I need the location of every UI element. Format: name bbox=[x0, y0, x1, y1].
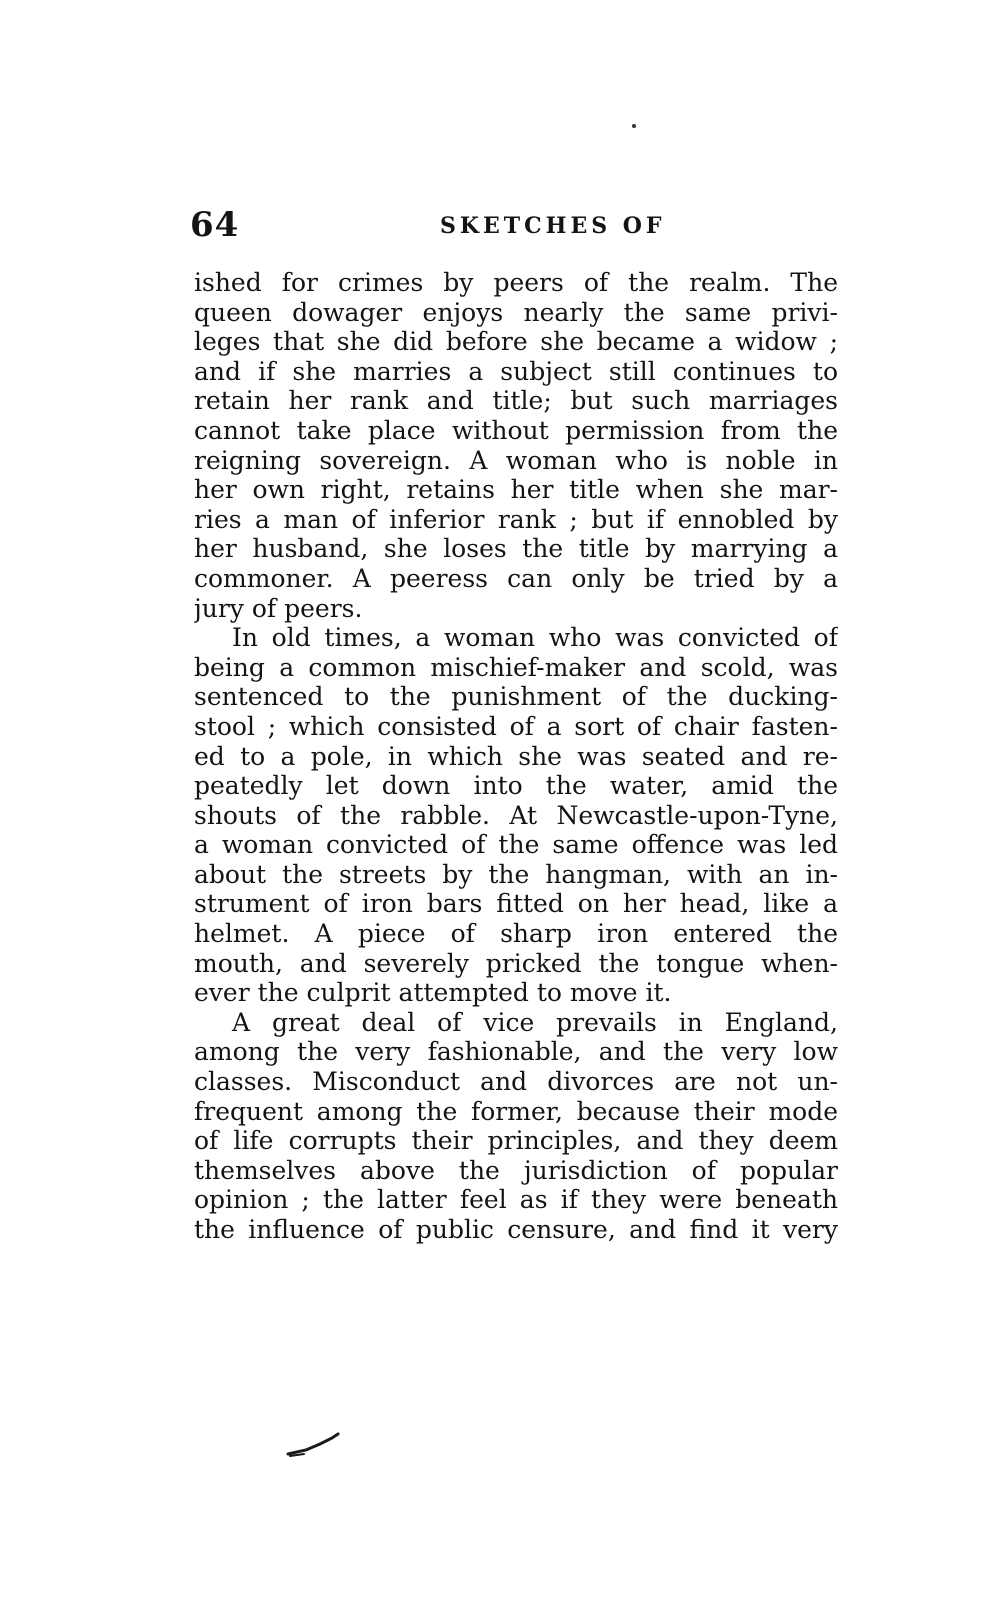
text-line: leges that she did before she became a widow ; bbox=[194, 327, 838, 357]
text-line: ished for crimes by peers of the realm. The bbox=[194, 268, 838, 297]
text-line: strument of iron bars fitted on her head, like a bbox=[194, 889, 838, 919]
text-line: the influence of public censure, and find it very bbox=[194, 1215, 838, 1244]
text-line: retain her rank and title; but such marriages bbox=[194, 386, 838, 416]
text-line: being a common mischief-maker and scold, was bbox=[194, 652, 838, 682]
page-header bbox=[190, 205, 840, 245]
text-line: cannot take place without permission from the bbox=[194, 415, 838, 445]
text-line: jury of peers. bbox=[194, 593, 363, 623]
text-line: sentenced to the punishment of the ducking- bbox=[194, 682, 838, 712]
paragraph-1 bbox=[194, 268, 838, 623]
text-line: helmet. A piece of sharp iron entered the bbox=[194, 919, 838, 949]
text-line: ever the culprit attempted to move it. bbox=[194, 978, 672, 1008]
text-line: ries a man of inferior rank ; but if ennobled by bbox=[194, 504, 838, 534]
text-line: classes. Misconduct and divorces are not un- bbox=[194, 1067, 838, 1097]
running-head: SKETCHES OF bbox=[440, 213, 666, 239]
text-line: and if she marries a subject still continues to bbox=[194, 356, 838, 386]
text-line: queen dowager enjoys nearly the same privi- bbox=[194, 297, 838, 327]
text-line: opinion ; the latter feel as if they were beneath bbox=[194, 1185, 838, 1215]
paragraph-3 bbox=[194, 1008, 838, 1245]
text-line: frequent among the former, because their mode bbox=[194, 1096, 838, 1126]
ink-smudge bbox=[286, 1430, 346, 1460]
text-line: about the streets by the hangman, with an in- bbox=[194, 859, 838, 889]
text-line: peatedly let down into the water, amid the bbox=[194, 771, 838, 801]
ink-speck bbox=[632, 124, 636, 128]
text-line: stool ; which consisted of a sort of chair fasten- bbox=[194, 711, 838, 741]
text-line: reigning sovereign. A woman who is noble in bbox=[194, 445, 838, 475]
text-line: a woman convicted of the same offence was led bbox=[194, 830, 838, 860]
text-line: mouth, and severely pricked the tongue when- bbox=[194, 948, 838, 978]
paragraph-2 bbox=[194, 623, 838, 1008]
page-number: 64 bbox=[190, 205, 240, 245]
text-line: commoner. A peeress can only be tried by a bbox=[194, 563, 838, 593]
text-line: among the very fashionable, and the very low bbox=[194, 1037, 838, 1067]
text-line: themselves above the jurisdiction of popular bbox=[194, 1155, 838, 1185]
text-line: of life corrupts their principles, and they deem bbox=[194, 1126, 838, 1156]
text-line: her own right, retains her title when she mar- bbox=[194, 475, 838, 505]
text-line: In old times, a woman who was convicted of bbox=[232, 623, 838, 653]
text-line: shouts of the rabble. At Newcastle-upon-Tyne, bbox=[194, 800, 838, 830]
text-line: her husband, she loses the title by marrying a bbox=[194, 534, 838, 564]
body-text bbox=[194, 268, 838, 1245]
text-line: A great deal of vice prevails in England, bbox=[232, 1007, 838, 1037]
text-line: ed to a pole, in which she was seated and re- bbox=[194, 741, 838, 771]
